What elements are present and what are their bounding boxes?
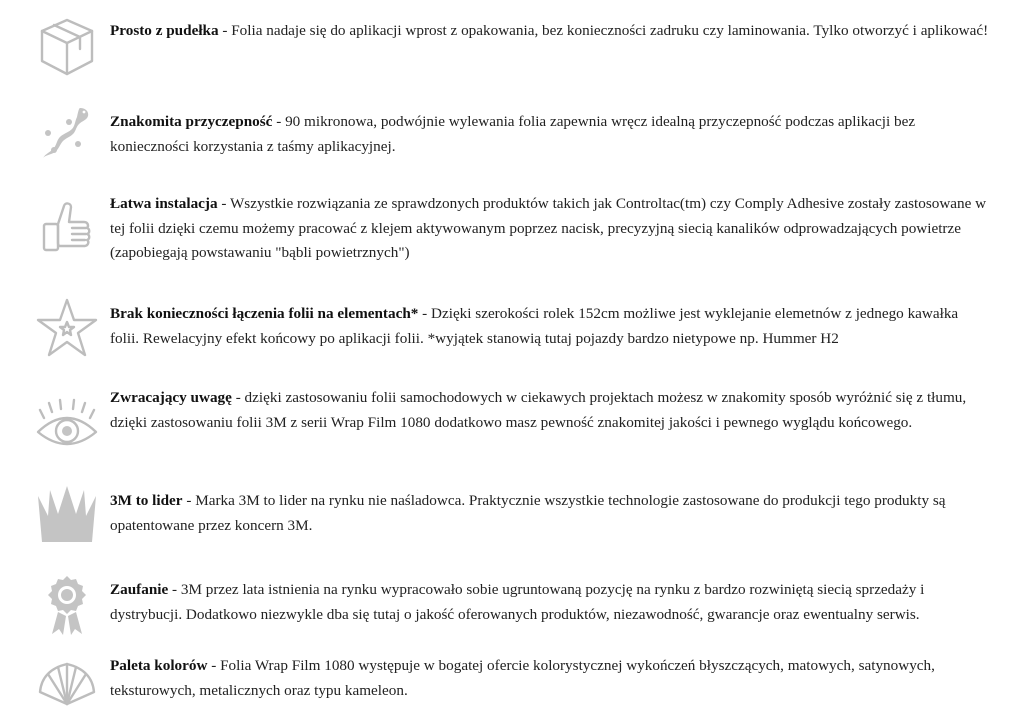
feature-description: - 3M przez lata istnienia na rynku wypracowało sobie ugruntowaną pozycję na rynku z bardzo rozwiniętą siecią sprzedaży i dystrybucji. Dodatkowo niezwykle dba się tutaj o jakość oferowanych produktów, niezawodność, gwarancje oraz ewentualny serwis. [110, 581, 925, 623]
feature-title: Paleta kolorów [110, 657, 208, 674]
eye-icon [34, 396, 100, 462]
feature-title: Zwracający uwagę [110, 389, 232, 406]
box-icon [34, 14, 100, 80]
award-ribbon-icon [34, 572, 100, 638]
feature-title: Zaufanie [110, 581, 169, 598]
star-icon [34, 296, 100, 362]
thumbs-up-icon [34, 196, 100, 262]
feature-description: - Dzięki szerokości rolek 152cm możliwe jest wyklejanie elemetnów z jednego kawałka folii. Rewelacyjny efekt końcowy po aplikacji folii. *wyjątek stanowią tutaj pojazdy bardzo nietypowe np. Hummer H2 [110, 305, 959, 347]
feature-description: - dzięki zastosowaniu folii samochodowych w ciekawych projektach możesz w znakomity sposób wyróżnić się z tłumu, dzięki zastosowaniu folii 3M z serii Wrap Film 1080 dodatkowo masz pewność znakomitej jakości i pewnego wyglądu końcowego. [110, 389, 967, 431]
crown-icon [34, 482, 100, 548]
gecko-icon [34, 100, 100, 166]
feature-title: 3M to lider [110, 492, 183, 509]
feature-description: - Wszystkie rozwiązania ze sprawdzonych produktów takich jak Controltac(tm) czy Comply Adhesive zostały zastosowane w tej folii dzięki czemu możemy pracować z klejem aktywowanym poprzez nacisk, precyzyjną siecią kanalików odprowadzających powietrze (zapobiegają powstawaniu "bąbli powietrznych") [110, 195, 987, 261]
color-fan-icon [34, 652, 100, 718]
feature-description: - Marka 3M to lider na rynku nie naśladowca. Praktycznie wszystkie technologie zastosowane do produkcji tego produkty są opatentowane przez koncern 3M. [110, 492, 946, 534]
feature-description: - Folia Wrap Film 1080 występuje w bogatej ofercie kolorystycznej wykończeń błyszczących, matowych, satynowych, teksturowych, metalicznych oraz typu kameleon. [110, 657, 935, 699]
feature-description: - 90 mikronowa, podwójnie wylewania folia zapewnia wręcz idealną przyczepność podczas aplikacji bez konieczności korzystania z taśmy aplikacyjnej. [110, 113, 916, 155]
feature-title: Prosto z pudełka [110, 22, 219, 39]
feature-description: - Folia nadaje się do aplikacji wprost z opakowania, bez konieczności zadruku czy laminowania. Tylko otworzyć i aplikować! [218, 22, 989, 39]
feature-title: Łatwa instalacja [110, 195, 218, 212]
feature-title: Znakomita przyczepność [110, 113, 273, 130]
feature-title: Brak konieczności łączenia folii na elementach* [110, 305, 419, 322]
